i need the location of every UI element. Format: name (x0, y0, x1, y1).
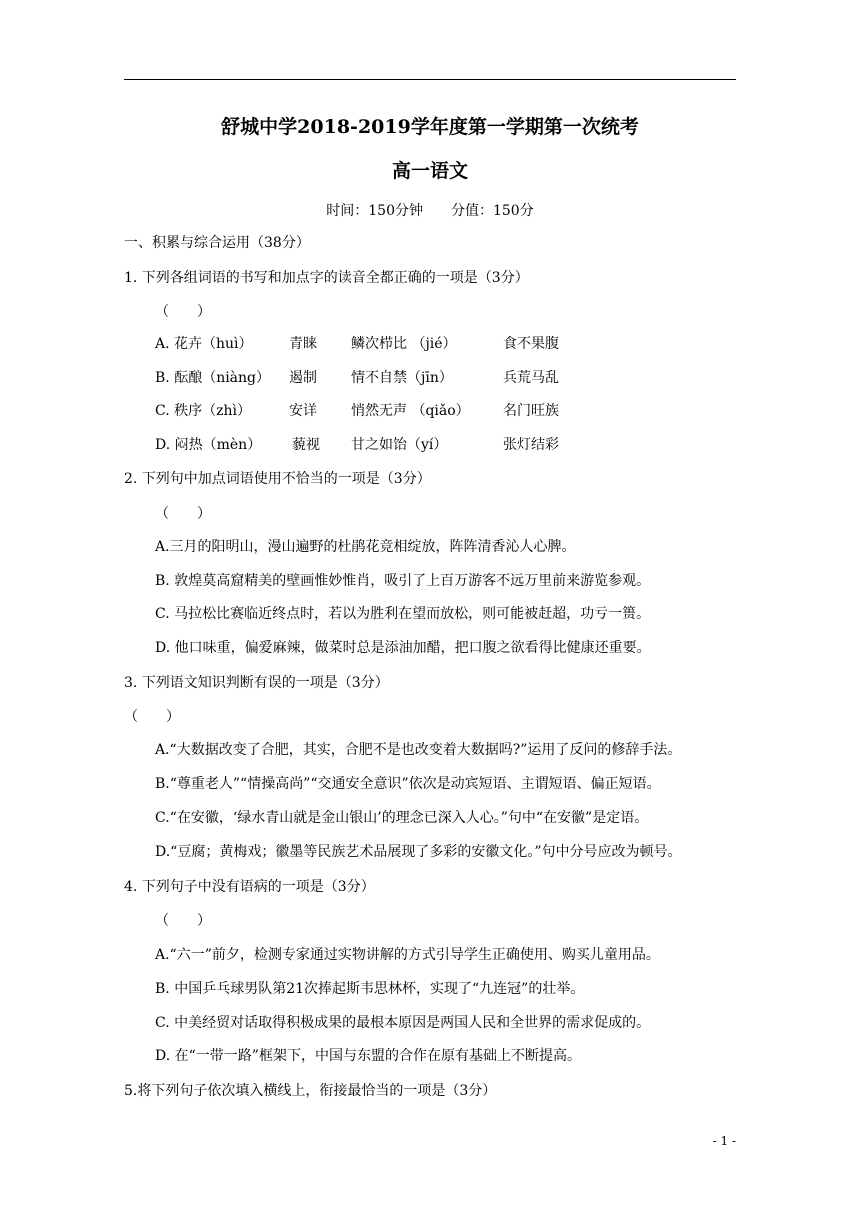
q3-option-d: D.“豆腐；黄梅戏；徽墨等民族艺术品展现了多彩的安徽文化。”句中分号应改为顿号。 (155, 844, 682, 860)
q1-c-word4: 名门旺族 (503, 403, 559, 419)
q4-option-c: C. 中美经贸对话取得积极成果的最根本原因是两国人民和全世界的需求促成的。 (155, 1015, 651, 1031)
q2-bracket: （ ） (155, 506, 211, 522)
q1-c-word3: 悄然无声 （qiǎo） (351, 403, 470, 419)
header-rule (124, 79, 736, 80)
q3-option-c: C.“在安徽，‘绿水青山就是金山银山’的理念已深入人心。”句中“在安徽”是定语。 (155, 810, 649, 826)
q3-option-a: A.“大数据改变了合肥，其实，合肥不是也改变着大数据吗?”运用了反问的修辞手法。 (155, 742, 682, 758)
q4-stem: 4. 下列句子中没有语病的一项是（3分） (124, 879, 375, 895)
q4-option-a: A.“六一”前夕，检测专家通过实物讲解的方式引导学生正确使用、购买儿童用品。 (155, 947, 660, 963)
exam-meta: 时间：150分钟 分值：150分 (326, 203, 534, 219)
q3-option-b: B.“尊重老人”“情操高尚”“交通安全意识”依次是动宾短语、主谓短语、偏正短语。 (155, 776, 661, 792)
q1-stem: 1. 下列各组词语的书写和加点字的读音全都正确的一项是（3分） (124, 270, 529, 286)
q1-d-word4: 张灯结彩 (503, 437, 559, 453)
q4-bracket: （ ） (155, 913, 211, 929)
exam-subject: 高一语文 (391, 160, 468, 182)
q1-b-word4: 兵荒马乱 (503, 370, 559, 386)
q1-c-word1: C. 秩序（zhì） (155, 403, 251, 419)
q2-option-b: B. 敦煌莫高窟精美的壁画惟妙惟肖，吸引了上百万游客不远万里前来游览参观。 (155, 573, 651, 589)
q4-option-d: D. 在“一带一路”框架下，中国与东盟的合作在原有基础上不断提高。 (155, 1048, 581, 1064)
q1-a-word4: 食不果腹 (503, 336, 559, 352)
section-heading: 一、积累与综合运用（38分） (124, 235, 310, 251)
q1-b-word3: 情不自禁（jīn） (351, 370, 453, 386)
q2-option-d: D. 他口味重，偏爱麻辣，做菜时总是添油加醋，把口腹之欲看得比健康还重要。 (155, 640, 651, 656)
q1-d-word2: 藐视 (292, 437, 320, 453)
q2-option-c: C. 马拉松比赛临近终点时，若以为胜利在望而放松，则可能被赶超，功亏一篑。 (155, 606, 651, 622)
q3-bracket: （ ） (124, 709, 180, 725)
q1-a-word1: A. 花卉（huì） (155, 336, 253, 352)
q5-stem: 5.将下列句子依次填入横线上，衔接最恰当的一项是（3分） (124, 1083, 497, 1099)
q1-bracket: （ ） (155, 304, 211, 320)
q4-option-b: B. 中国乒乓球男队第21次捧起斯韦思林杯，实现了“九连冠”的壮举。 (155, 981, 585, 997)
q1-b-word2: 遏制 (289, 370, 317, 386)
q1-a-word2: 青睐 (289, 336, 317, 352)
q2-option-a: A.三月的阳明山，漫山遍野的杜鹃花竞相绽放，阵阵清香沁人心脾。 (155, 539, 576, 555)
exam-title: 舒城中学2018-2019学年度第一学期第一次统考 (221, 116, 639, 138)
page-number: - 1 - (712, 1134, 736, 1148)
q1-a-word3: 鳞次栉比 （jié） (351, 336, 457, 352)
q1-d-word3: 甘之如饴（yí） (351, 437, 448, 453)
q2-stem: 2. 下列句中加点词语使用不恰当的一项是（3分） (124, 471, 431, 487)
q3-stem: 3. 下列语文知识判断有误的一项是（3分） (124, 675, 389, 691)
q1-c-word2: 安详 (289, 403, 317, 419)
q1-d-word1: D. 闷热（mèn） (155, 437, 262, 453)
q1-b-word1: B. 酝酿（niàng） (155, 370, 271, 386)
